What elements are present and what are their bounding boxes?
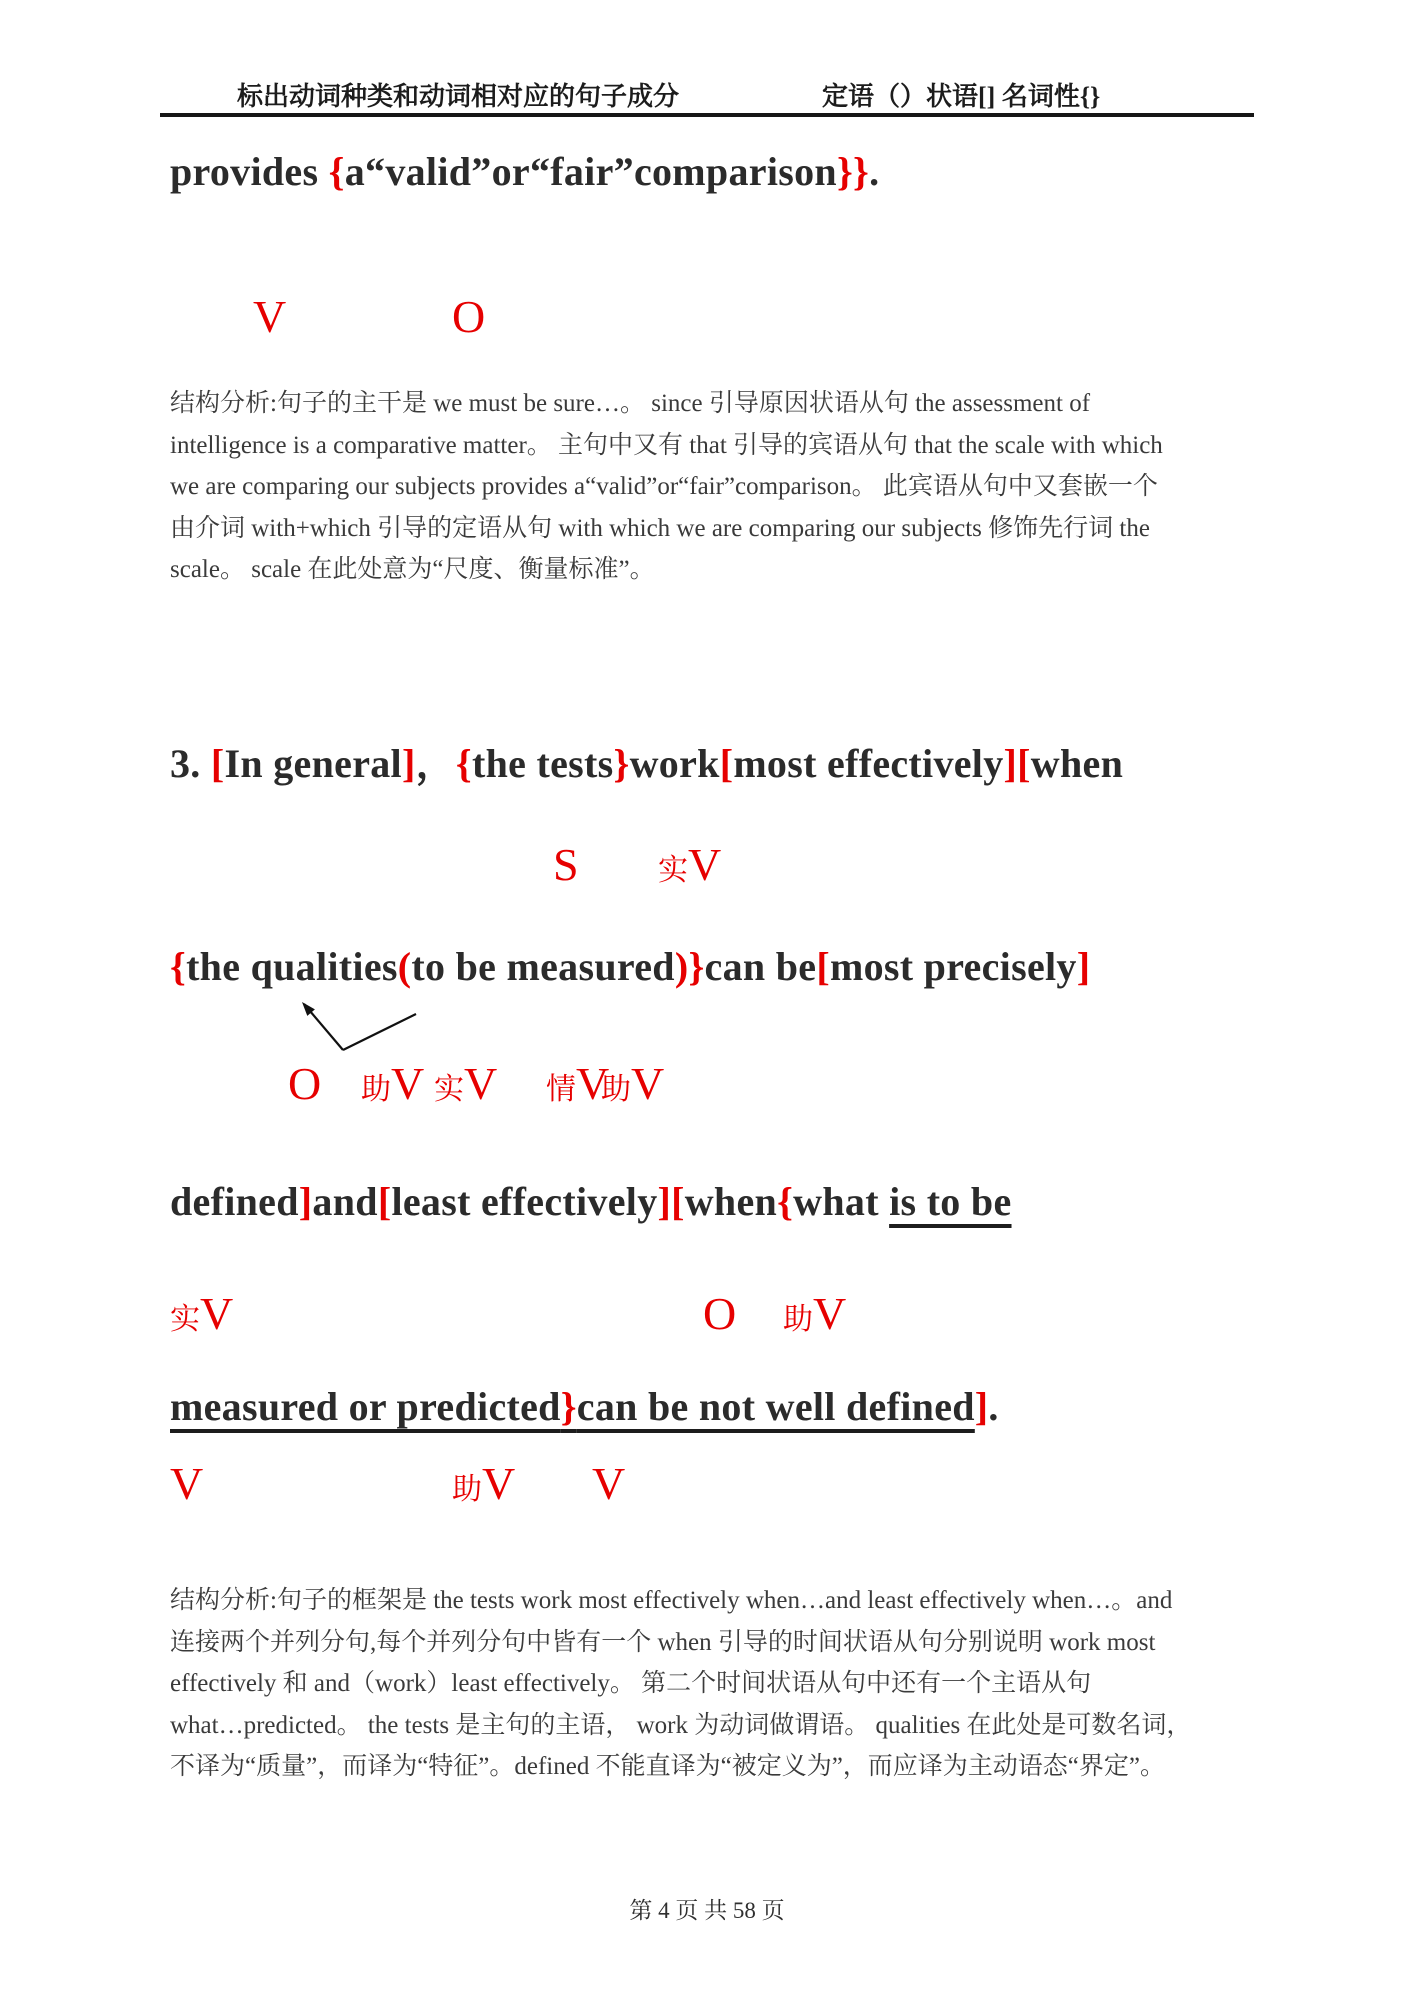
analysis-line: effectively 和 and（work）least effectively。 第二个时间状语从句中还有一个主语从句: [170, 1670, 1092, 1697]
sentence3-annotated-line-1: [170, 738, 1123, 790]
sentence-segment: )}: [674, 944, 705, 989]
sentence-segment: [: [816, 944, 830, 989]
sentence-segment: and: [312, 1179, 378, 1224]
grammar-label-qing-v: [546, 1058, 610, 1109]
grammar-label-s: S: [553, 839, 579, 890]
sentence-segment: the qualities: [186, 944, 398, 989]
grammar-label-v: V: [253, 291, 287, 342]
label-v-part: V: [576, 1058, 610, 1109]
grammar-label-zhu-v: [783, 1288, 847, 1339]
grammar-label-shi-v: [658, 839, 722, 890]
sentence-segment: [: [377, 1179, 392, 1224]
label-cn-part: 助: [361, 1073, 391, 1106]
grammar-label-v: V: [170, 1458, 204, 1509]
sentence-segment: 3.: [170, 741, 211, 786]
sentence3-annotated-line-4: [170, 1381, 999, 1433]
sentence-segment: defined: [170, 1179, 299, 1224]
grammar-label-o: O: [288, 1058, 322, 1109]
sentence-segment: least effectively: [391, 1179, 658, 1224]
grammar-label-shi-v: [434, 1058, 498, 1109]
sentence-segment: work: [629, 741, 720, 786]
sentence-segment: ]: [1003, 741, 1018, 786]
sentence-segment: when: [684, 1179, 778, 1224]
analysis-line: 连接两个并列分句,每个并列分句中皆有一个 when 引导的时间状语从句分别说明 work most: [170, 1628, 1156, 1656]
label-cn-part: 助: [452, 1473, 482, 1506]
annotation-arrow: [290, 992, 430, 1062]
sentence-segment: the tests: [471, 741, 614, 786]
analysis-line: scale。 scale 在此处意为“尺度、衡量标准”。: [170, 556, 655, 583]
sentence-segment: In general: [224, 741, 402, 786]
label-cn-part: 助: [783, 1303, 813, 1336]
sentence-segment: [: [671, 1179, 685, 1224]
analysis-line: what…predicted。 the tests 是主句的主语， work 为动词做谓语。 qualities 在此处是可数名词，: [170, 1711, 1192, 1739]
sentence-segment: }: [560, 1384, 577, 1429]
sentence-segment: provides: [170, 149, 329, 194]
sentence-segment: {: [328, 149, 345, 194]
sentence-segment: most effectively: [733, 741, 1004, 786]
label-cn-part: 实: [170, 1303, 200, 1336]
grammar-label-o: O: [452, 291, 486, 342]
header-divider: [160, 113, 1254, 117]
header-instruction-title: 标出动词种类和动词相对应的句子成分: [237, 82, 680, 111]
sentence-segment: [: [1017, 741, 1031, 786]
label-v-part: V: [631, 1058, 665, 1109]
sentence-segment: }}: [836, 149, 870, 194]
sentence3-annotated-line-2: [170, 941, 1090, 993]
grammar-label-shi-v: [170, 1288, 234, 1339]
label-cn-part: 助: [601, 1073, 631, 1106]
sentence-segment: can be not well defined: [576, 1384, 975, 1429]
sentence2-annotated-line: [170, 146, 879, 198]
sentence-segment: ]: [298, 1179, 313, 1224]
sentence-segment: ]: [657, 1179, 672, 1224]
sentence-segment: when: [1030, 741, 1124, 786]
sentence-segment: ]: [1076, 944, 1091, 989]
sentence-segment: is to be: [889, 1179, 1012, 1224]
grammar-label-v: V: [592, 1458, 626, 1509]
sentence-segment: .: [869, 149, 880, 194]
label-v-part: V: [464, 1058, 498, 1109]
analysis-line: 由介词 with+which 引导的定语从句 with which we are comparing our subjects 修饰先行词 the: [170, 514, 1150, 542]
sentence-segment: [: [210, 741, 225, 786]
sentence-segment: most precisely: [829, 944, 1077, 989]
sentence-segment: what: [793, 1179, 890, 1224]
page-number: 第 4 页 共 58 页: [629, 1898, 785, 1923]
label-v-part: V: [200, 1288, 234, 1339]
sentence-segment: ]: [974, 1384, 989, 1429]
sentence3-structure-analysis: [170, 1580, 1260, 1788]
sentence-segment: ]: [401, 741, 416, 786]
grammar-label-o: O: [703, 1288, 737, 1339]
analysis-line: 不译为“质量”，而译为“特征”。defined 不能直译为“被定义为”，而应译为主动语态“界定”。: [170, 1753, 1165, 1780]
sentence-segment: (: [397, 944, 412, 989]
grammar-label-zhu-v: [361, 1058, 425, 1109]
analysis-line: we are comparing our subjects provides a“valid”or“fair”comparison。 此宾语从句中又套嵌一个: [170, 473, 1158, 500]
label-cn-part: 实: [658, 854, 688, 887]
label-v-part: V: [482, 1458, 516, 1509]
sentence-segment: .: [988, 1384, 999, 1429]
label-v-part: V: [688, 839, 722, 890]
label-v-part: V: [813, 1288, 847, 1339]
sentence-segment: [: [719, 741, 734, 786]
label-v-part: V: [391, 1058, 425, 1109]
sentence-segment: measured or predicted: [170, 1384, 561, 1429]
analysis-line: 结构分析:句子的主干是 we must be sure…。 since 引导原因状语从句 the assessment of: [170, 390, 1091, 417]
sentence-segment: {: [455, 741, 472, 786]
sentence-segment: {: [170, 944, 187, 989]
sentence-segment: ，: [415, 741, 456, 786]
label-cn-part: 情: [546, 1073, 576, 1106]
grammar-label-zhu-v: [452, 1458, 516, 1509]
sentence3-annotated-line-3: [170, 1176, 1012, 1228]
sentence-segment: {: [777, 1179, 794, 1224]
grammar-label-zhu-v: [601, 1058, 665, 1109]
sentence-segment: to be measured: [411, 944, 675, 989]
label-cn-part: 实: [434, 1073, 464, 1106]
sentence-segment: can be: [704, 944, 817, 989]
sentence-segment: }: [613, 741, 630, 786]
analysis-line: intelligence is a comparative matter。 主句中又有 that 引导的宾语从句 that the scale with which: [170, 431, 1163, 459]
header-notation-legend: 定语（）状语[] 名词性{}: [822, 82, 1101, 111]
sentence-segment: a“valid”or“fair”comparison: [344, 149, 837, 194]
analysis-line: 结构分析:句子的框架是 the tests work most effectively when…and least effectively when…。and: [170, 1587, 1173, 1614]
sentence2-structure-analysis: [170, 383, 1260, 591]
